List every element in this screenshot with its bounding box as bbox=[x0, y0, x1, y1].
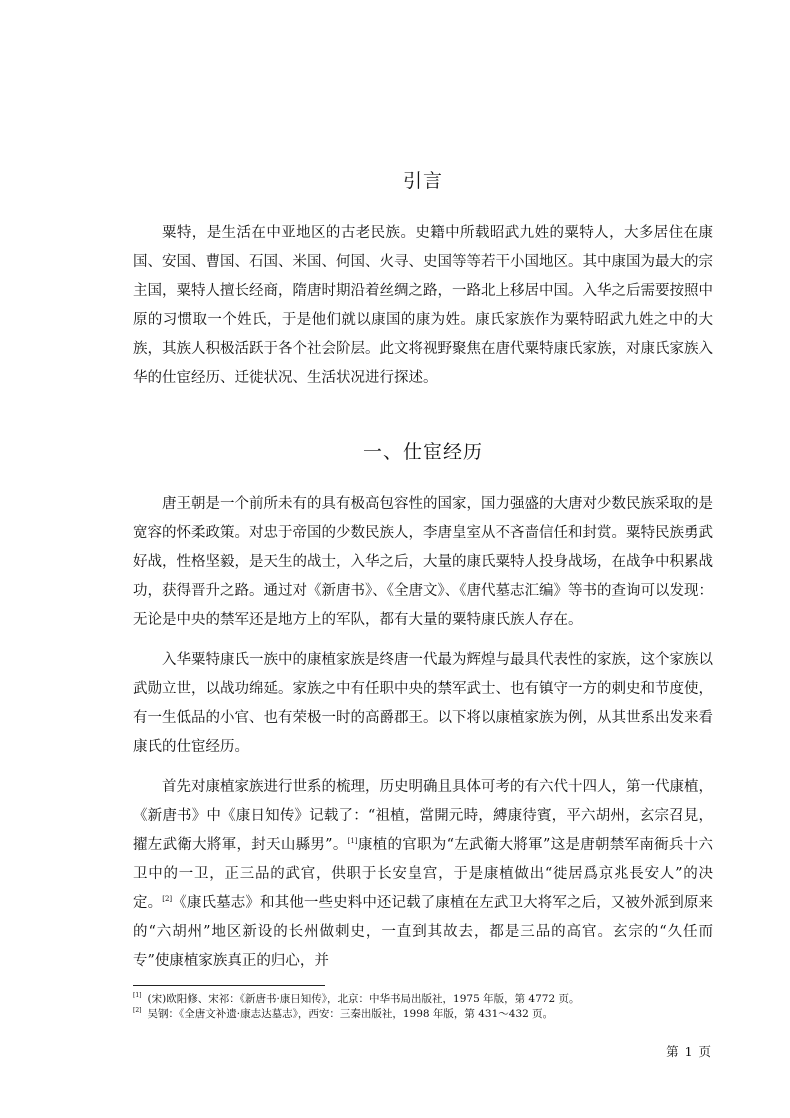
footnote-1 bbox=[133, 992, 713, 1006]
intro-paragraph: 粟特，是生活在中亚地区的古老民族。史籍中所载昭武九姓的粟特人，大多居住在康国、安国、曹国、石国、米国、何国、火寻、史国等等若干小国地区。其中康国为最大的宗主国，粟特人擅长经商，隋唐时期沿着丝绸之路，一路北上移居中国。入华之后需要按照中原的习惯取一个姓氏，于是他们就以康国的康为姓。康氏家族作为粟特昭武九姓之中的大族，其族人积极活跃于各个社会阶层。此文将视野聚焦在唐代粟特康氏家族，对康氏家族入华的仕宦经历、迁徙状况、生活状况进行探述。 bbox=[133, 225, 713, 386]
footnote-ref-2[interactable]: [2] bbox=[162, 895, 173, 903]
page-number: 第 1 页 bbox=[666, 1044, 712, 1059]
paragraph-text: 首先对康植家族进行世系的梳理，历史明确且具体可考的有六代十四人，第一代康植，《新唐书》中《康日知传》记载了：“祖植，當開元時，縛康待賓，平六胡州，玄宗召見，擢左武衛大將軍，封天山縣男”。 bbox=[133, 779, 713, 853]
footnote-2 bbox=[133, 1007, 713, 1021]
footnote-ref-1[interactable]: [1] bbox=[347, 837, 358, 845]
footnote-mark: [2] bbox=[133, 1007, 142, 1014]
paragraph-text: 康植的官职为“左武衛大將軍”这是唐朝禁军南衙兵十六卫中的一卫，正三品的武官，供职于长安皇宫，于是康植做出“徙居爲京兆長安人”的决定。 bbox=[133, 837, 713, 911]
section-heading-career: 一、仕宦经历 bbox=[362, 441, 483, 463]
career-paragraph-1: 唐王朝是一个前所未有的具有极高包容性的国家，国力强盛的大唐对少数民族采取的是宽容的怀柔政策。对忠于帝国的少数民族人，李唐皇室从不吝啬信任和封赏。粟特民族勇武好战，性格坚毅，是天生的战士，入华之后，大量的康氏粟特人投身战场，在战争中积累战功，获得晋升之路。通过对《新唐书》、《全唐文》、《唐代墓志汇编》等书的查询可以发现：无论是中央的禁军还是地方上的军队，都有大量的粟特康氏族人存在。 bbox=[133, 496, 713, 628]
footnote-mark: [1] bbox=[133, 992, 142, 999]
career-paragraph-2: 入华粟特康氏一族中的康植家族是终唐一代最为辉煌与最具代表性的家族，这个家族以武勋立世，以战功绵延。家族之中有任职中央的禁军武士、也有镇守一方的刺史和节度使，有一生低品的小官、也有荣极一时的高爵郡王。以下将以康植家族为例，从其世系出发来看康氏的仕宦经历。 bbox=[133, 652, 713, 755]
footnote-text: (宋)欧阳修、宋祁：《新唐书·康日知传》，北京：中华书局出版社，1975 年版，第 4772 页。 bbox=[147, 993, 580, 1005]
footnote-text: 吴钢：《全唐文补遗·康志达墓志》，西安：三秦出版社，1998 年版，第 431～432 页。 bbox=[147, 1008, 554, 1020]
footnote-divider bbox=[133, 985, 325, 986]
paragraph-text: 《康氏墓志》和其他一些史料中还记载了康植在左武卫大将军之后，又被外派到原来的“六胡州”地区新设的长州做刺史，一直到其故去，都是三品的高官。玄宗的“久任而专”使康植家族真正的归心，并 bbox=[133, 895, 714, 969]
career-paragraph-3 bbox=[133, 773, 713, 976]
intro-heading: 引言 bbox=[402, 170, 443, 192]
